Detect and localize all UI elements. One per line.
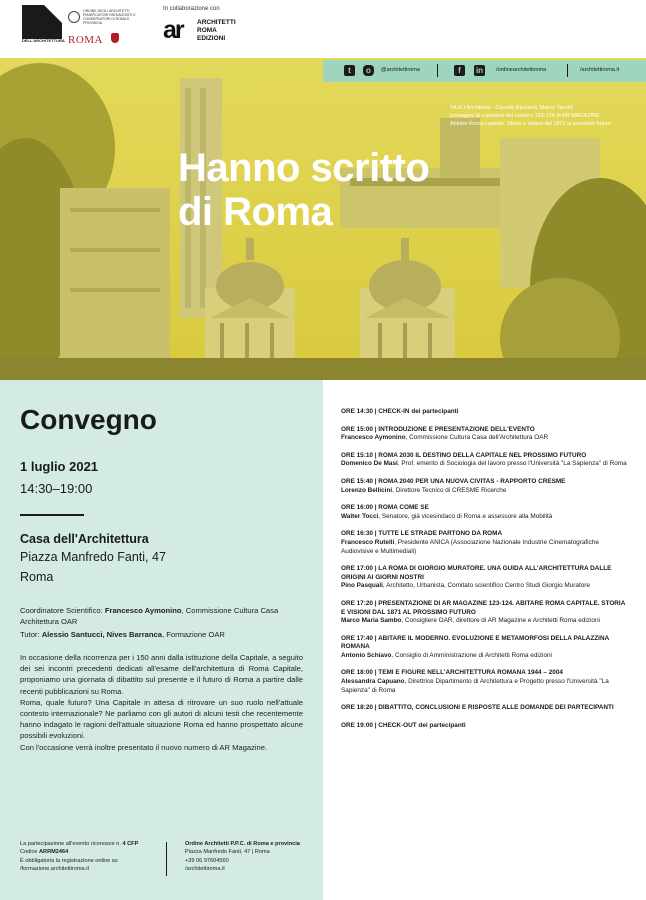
twitter-icon[interactable]: t — [344, 65, 355, 76]
ordine-logo-text: ORDINE DEGLI ARCHITETTI PIANIFICATORI PAESAGGISTI E CONSERVATORI DI ROMA E PROVINCIA — [83, 9, 136, 25]
image-credit: TA.R.I Architects - Claudia Ricciardi, Marco Tanzilli Immagine di copertina del numero 123-124 di AR MAGAZINE Abitare Roma capitale. Storie e visioni dal 1871 al prossimo futuro — [450, 105, 611, 127]
divider — [20, 514, 84, 516]
registration-link[interactable]: /formazione.architettiroma.it — [20, 866, 90, 873]
social-divider — [437, 64, 438, 77]
website-link[interactable]: /architettiroma.it — [580, 67, 620, 73]
footer-contacts: Ordine Architetti P.P.C. di Roma e provincia Piazza Manfredo Fanti, 47 | Roma +39 06 97604560 /architettiroma.it — [185, 840, 320, 874]
event-time: 14:30–19:00 — [20, 481, 93, 496]
program-item: ORE 19:00 | CHECK-OUT dei partecipanti — [341, 721, 466, 729]
event-venue: Casa dell'Architettura — [20, 532, 149, 546]
facebook-icon[interactable]: f — [454, 65, 465, 76]
ar-edizioni-text: ARCHITETTI ROMA EDIZIONI — [197, 19, 236, 42]
social-handle[interactable]: @architettiroma — [381, 67, 420, 73]
footer-website-link[interactable]: /architettiroma.it — [185, 866, 225, 873]
event-info-panel — [0, 380, 323, 900]
program-item: ORE 17:40 | ABITARE IL MODERNO. EVOLUZIONE E METAMORFOSI DELLA PALAZZINA ROMANA Antonio Schiavo, Consiglio di Amministrazione di Architetti Roma edizioni — [341, 634, 609, 659]
collaboration-label: In collaborazione con — [163, 6, 220, 12]
coordinator: Coordinatore Scientifico: Francesco Aymonino, Commissione Cultura Casa Architettura OAR — [20, 606, 279, 626]
linkedin-icon[interactable]: in — [475, 66, 484, 75]
program-item: ORE 17:00 | LA ROMA DI GIORGIO MURATORE. UNA GUIDA ALL'ARCHITETTURA DALLE ORIGINI AI GIORNI NOSTRI Pino Pasquali, Architetto, Urbanista, Comitato scientifico Centro Studi Giorgio Muratore — [341, 565, 612, 590]
program-item: ORE 15:00 | INTRODUZIONE E PRESENTAZIONE DELL'EVENTO Francesco Aymonino, Commissione Cultura Casa dell'Architettura OAR — [341, 425, 549, 442]
social-divider — [567, 64, 568, 77]
program-item: ORE 18:00 | TEMI E FIGURE NELL'ARCHITETTURA ROMANA 1944 – 2004 Alessandra Capuano, Direttrice Dipartimento di Architettura e Progetto presso l'Università "La Sapienza" di Roma — [341, 669, 609, 694]
event-type: Convegno — [20, 404, 157, 435]
event-city: Roma — [20, 570, 54, 584]
event-address: Piazza Manfredo Fanti, 47 — [20, 550, 166, 564]
instagram-icon[interactable]: o — [363, 65, 374, 76]
program-item: ORE 18:20 | DIBATTITO, CONCLUSIONI E RISPOSTE ALLE DOMANDE DEI PARTECIPANTI — [341, 704, 614, 712]
ordine-seal-icon — [68, 11, 80, 23]
program-item: ORE 16:30 | TUTTE LE STRADE PARTONO DA ROMA Francesco Rutelli, Presidente ANICA (Associazione Nazionale Industrie Cinematografiche Audiovisive e Multimediali) — [341, 530, 599, 555]
facebook-link[interactable]: /ordinearchitettiroma — [496, 67, 547, 73]
tutors: Tutor: Alessio Santucci, Nives Barranca, Formazione OAR — [20, 630, 225, 639]
program-list — [341, 408, 631, 739]
roma-crest-icon — [111, 33, 119, 43]
program-item: ORE 16:00 | ROMA COME SE Walter Tocci, Senatore, già vicesindaco di Roma e assessore alla Mobilità — [341, 504, 553, 520]
program-item: ORE 15:40 | ROMA 2040 PER UNA NUOVA CIVITAS - RAPPORTO CRESME Lorenzo Bellicini, Direttore Tecnico di CRESME Ricerche — [341, 477, 566, 494]
program-item: ORE 14:30 | CHECK-IN dei partecipanti — [341, 408, 459, 415]
footer-divider — [166, 842, 167, 876]
event-description: In occasione della ricorrenza per i 150 anni dalla istituzione della Capitale, a seguito dei sei incontri precedenti dedicati all'esame dell'architettura di Roma Capitale, proponiamo una giornata di dibattito sul presente e il futuro di Roma a partire dalle recenti pubblicazioni su Roma. Roma, quale futuro? Una Capitale in attesa di ritrovare un suo ruolo nell'attuale contesto internazionale? Ne parliamo con gli autori di alcuni testi che recentemente hanno indagato le ragioni dell'attuale situazione Roma ed hanno prospettato alcune possibili evoluzioni. Con l'occasione verrà inoltre presentato il nuovo numero di AR Magazine. — [20, 653, 303, 752]
casa-logo-text: CASA DELL'ARCHITETTURA — [22, 33, 65, 43]
footer-registration: La partecipazione all'evento riconosce n. 4 CFP Codice ARRM2464 È obbligatoria la registrazione online su /formazione.architettiroma.it — [20, 840, 160, 874]
roma-logo-text: ROMA — [68, 34, 104, 46]
poster-title-line1: Hanno scritto — [178, 146, 430, 190]
program-item: ORE 15:10 | ROMA 2030 IL DESTINO DELLA CAPITALE NEL PROSSIMO FUTURO Domenico De Masi, Prof. emerito di Sociologia del lavoro presso l'Università "La Sapienza" di Roma — [341, 451, 627, 468]
program-item: ORE 17:20 | PRESENTAZIONE DI AR MAGAZINE 123-124. ABITARE ROMA CAPITALE. STORIA E VISIONI DAL 1871 AL PROSSIMO FUTURO Marco Maria Sambo, Consigliere OAR, direttore di AR Magazine e Architetti Roma edizioni — [341, 599, 626, 625]
event-date: 1 luglio 2021 — [20, 459, 99, 474]
poster-title-line2: di Roma — [178, 190, 333, 234]
ar-edizioni-logo: ar — [163, 16, 183, 44]
